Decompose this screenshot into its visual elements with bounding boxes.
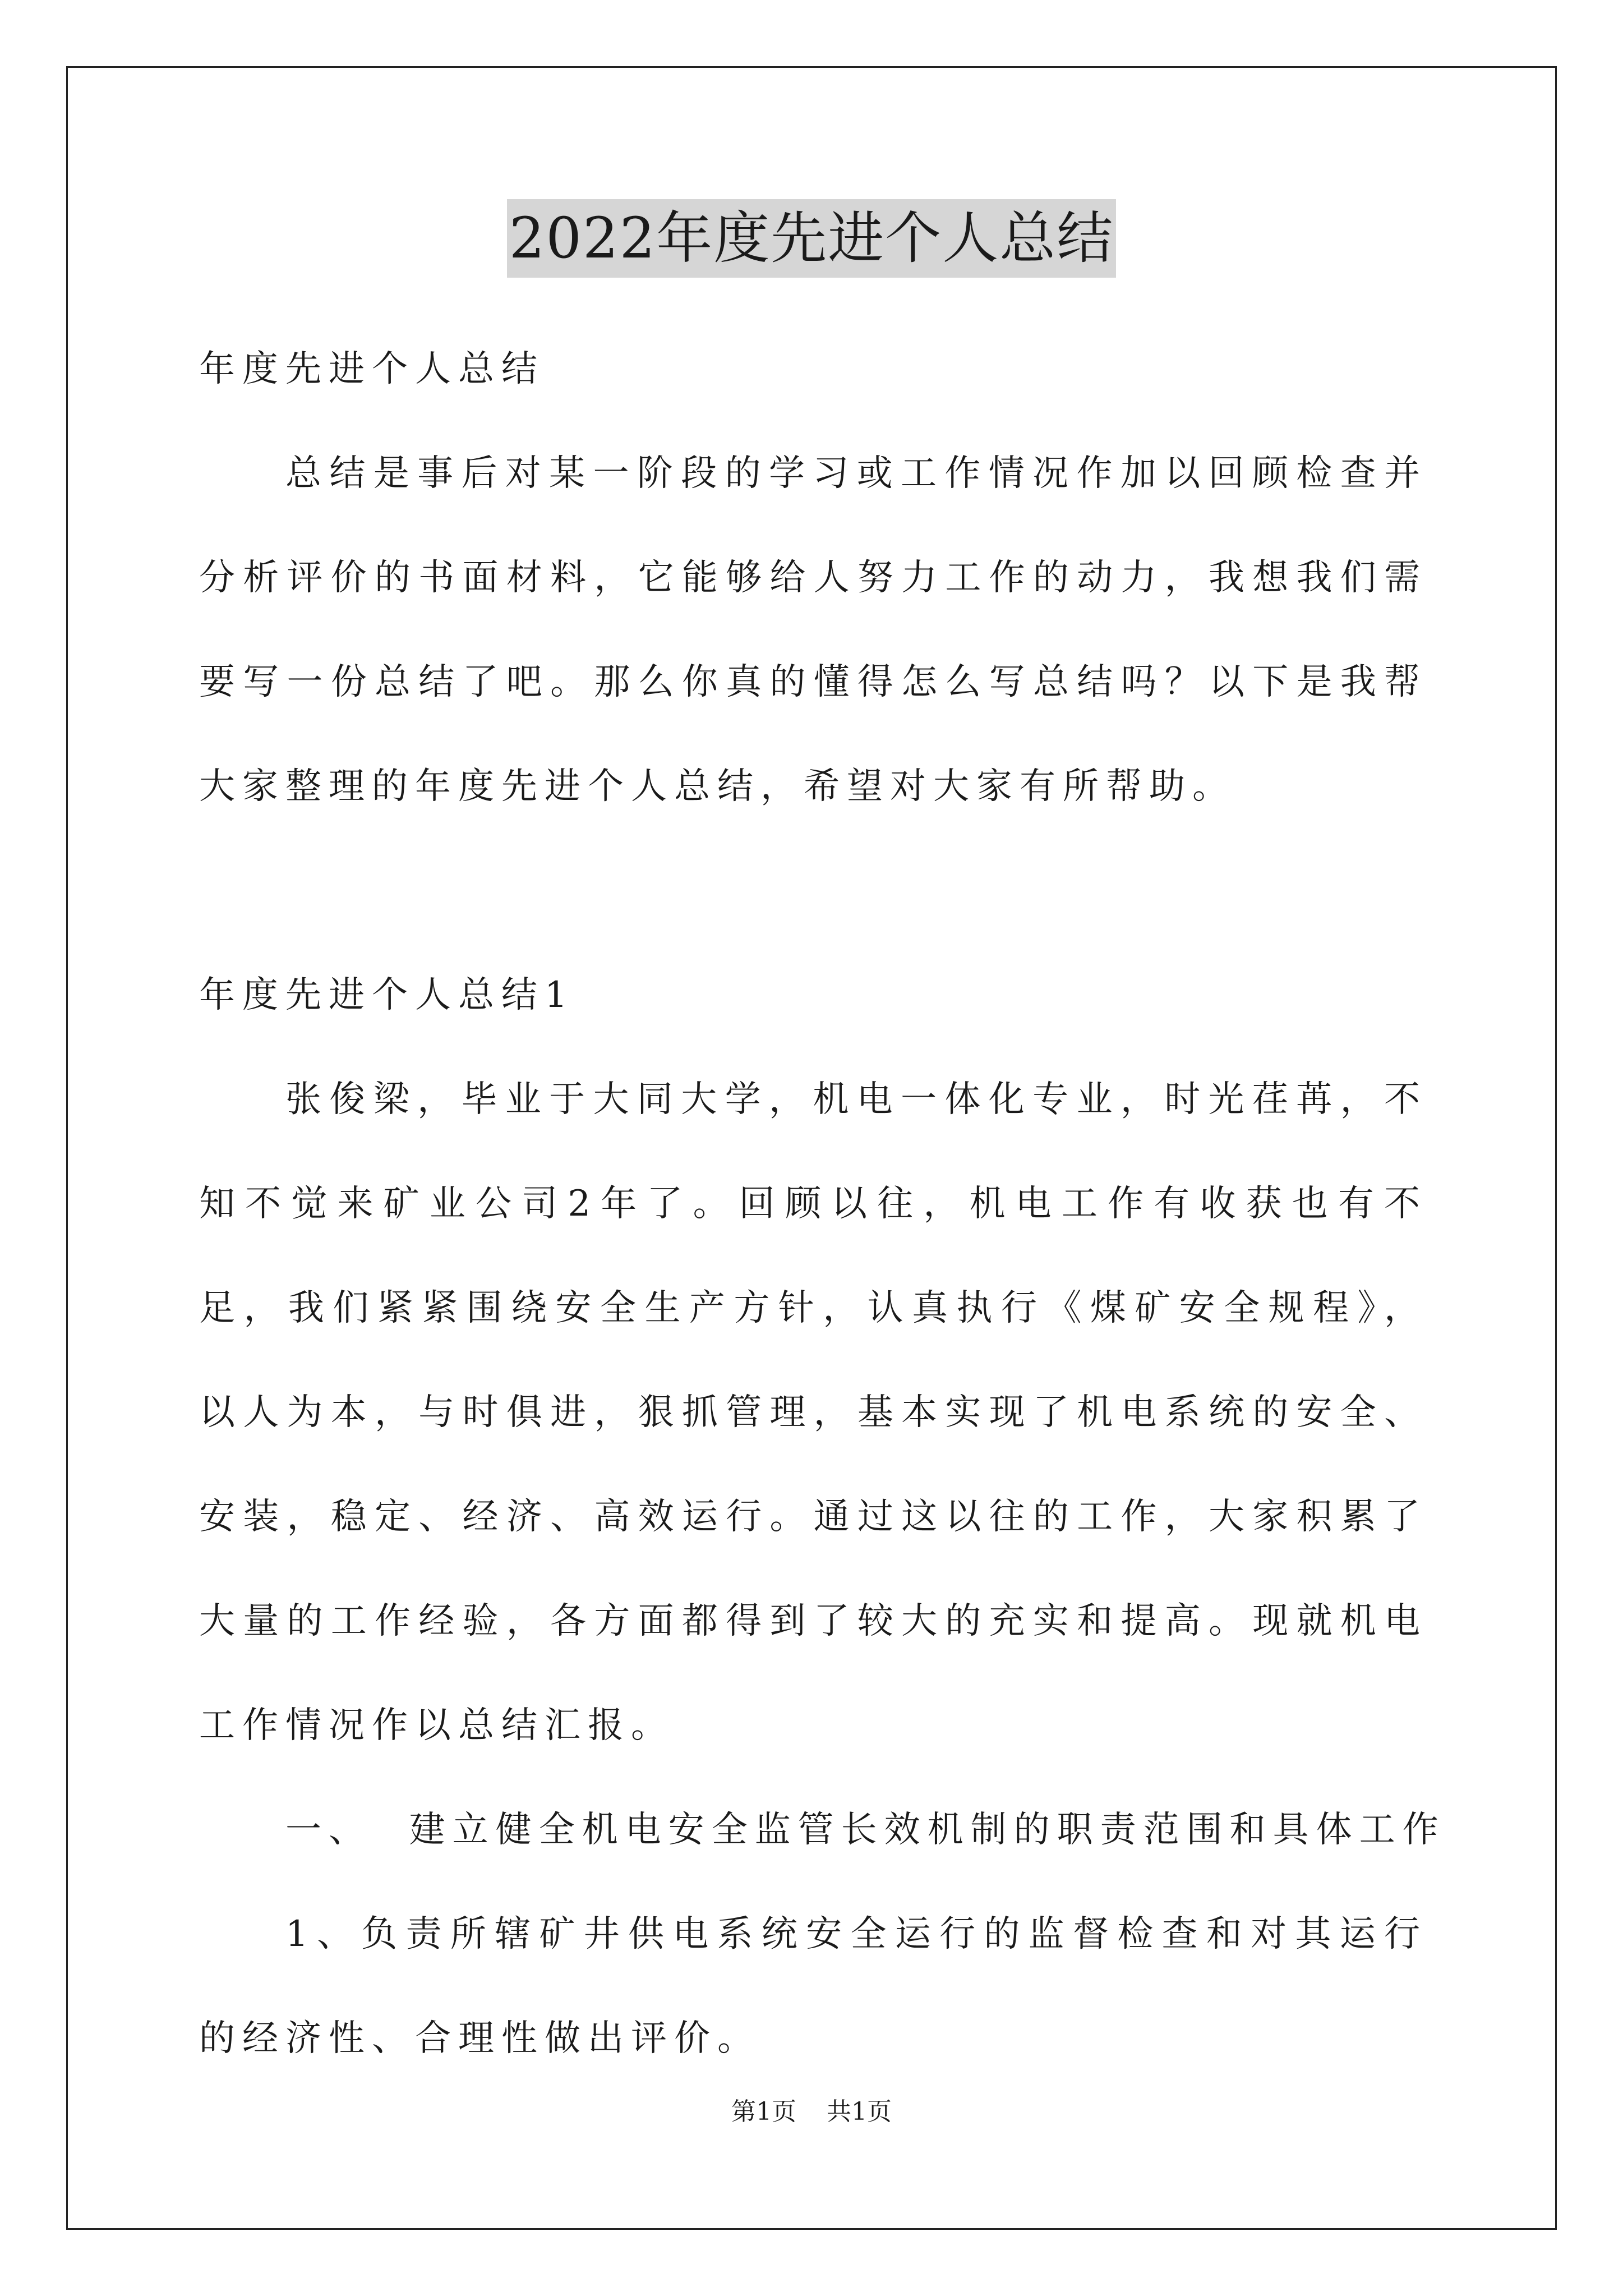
document-title: 2022年度先进个人总结 [507, 199, 1117, 278]
title-container [0, 199, 1623, 278]
page-total: 共1页 [827, 2097, 892, 2126]
subsection-heading: 一、 建立健全机电安全监管长效机制的职责范围和具体工作 [285, 1809, 1446, 1851]
list-item: 1、负责所辖矿井供电系统安全运行的监督检查和对其运行的经济性、合理性做出评价。 [199, 1913, 1427, 2059]
document-body [199, 317, 1446, 2091]
page-number: 第1页 [731, 2097, 796, 2126]
section-heading: 年度先进个人总结1 [199, 974, 575, 1016]
spacer [199, 839, 1427, 943]
intro-paragraph: 总结是事后对某一阶段的学习或工作情况作加以回顾检查并分析评价的书面材料，它能够给人努力工作的动力，我想我们需要写一份总结了吧。那么你真的懂得怎么写总结吗？以下是我帮大家整理的年度先进个人总结，希望对大家有所帮助。 [199, 453, 1427, 807]
section-paragraph: 张俊梁，毕业于大同大学，机电一体化专业，时光荏苒，不知不觉来矿业公司2年了。回顾以往，机电工作有收获也有不足，我们紧紧围绕安全生产方针，认真执行《煤矿安全规程》，以人为本，与时俱进，狠抓管理，基本实现了机电系统的安全、安装，稳定、经济、高效运行。通过这以往的工作，大家积累了大量的工作经验，各方面都得到了较大的充实和提高。现就机电工作情况作以总结汇报。 [199, 1079, 1427, 1746]
document-subtitle: 年度先进个人总结 [199, 348, 545, 390]
page-footer [0, 2095, 1623, 2129]
